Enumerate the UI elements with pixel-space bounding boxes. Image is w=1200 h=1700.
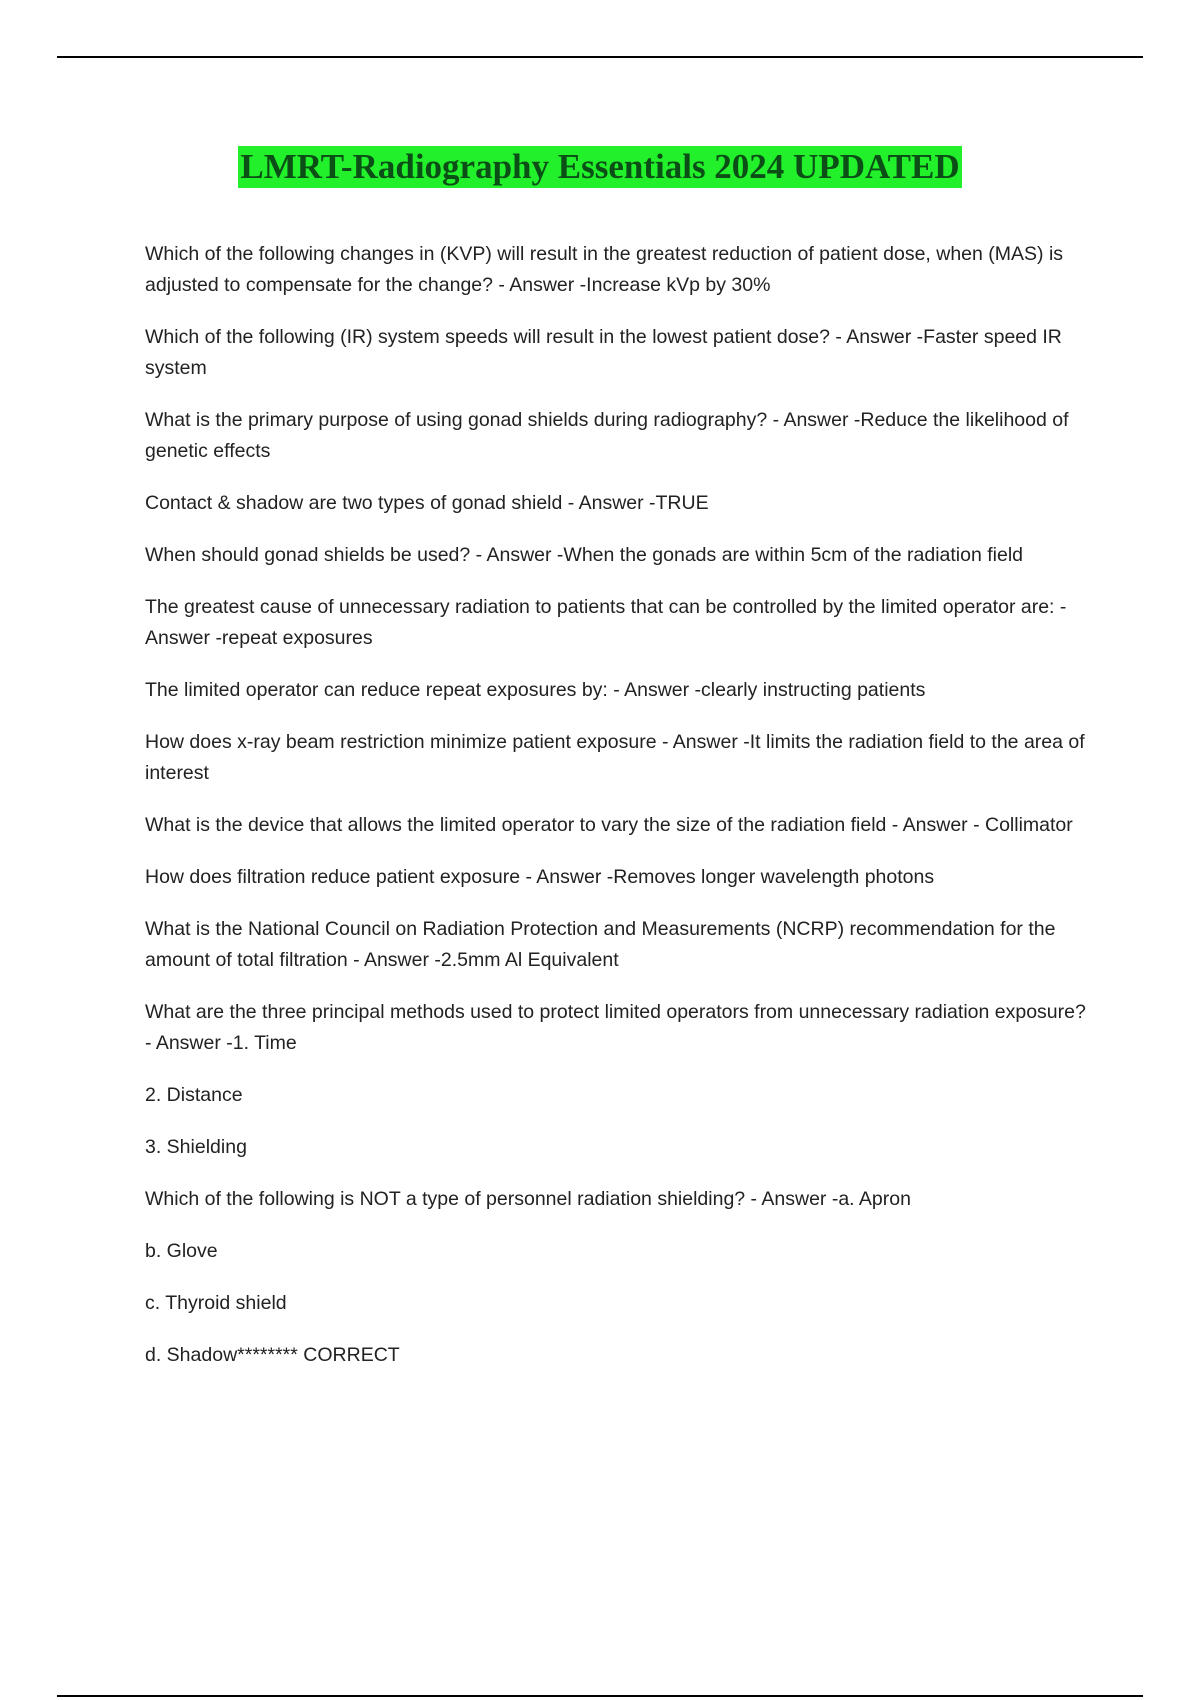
paragraph: What is the device that allows the limited operator to vary the size of the radiation field - Answer - Collimator <box>145 814 1073 836</box>
paragraph: How does filtration reduce patient exposure - Answer -Removes longer wavelength photons <box>145 866 935 888</box>
paragraph: How does x-ray beam restriction minimize patient exposure - Answer -It limits the radiation field to the area of interest <box>145 731 1085 784</box>
document-title: LMRT-Radiography Essentials 2024 UPDATED <box>240 147 960 186</box>
paragraph: What are the three principal methods used to protect limited operators from unnecessary radiation exposure? - Answer -1. Time <box>145 1001 1086 1054</box>
list-item: 2. Distance <box>145 1084 243 1106</box>
list-item: d. Shadow******** CORRECT <box>145 1344 400 1366</box>
paragraph: Which of the following (IR) system speeds will result in the lowest patient dose? - Answer -Faster speed IR system <box>145 326 1062 379</box>
paragraph: What is the National Council on Radiation Protection and Measurements (NCRP) recommendation for the amount of total filtration - Answer -2.5mm Al Equivalent <box>145 918 1056 971</box>
paragraph: Contact & shadow are two types of gonad shield - Answer -TRUE <box>145 492 709 514</box>
title-container <box>0 146 1200 188</box>
list-item: 3. Shielding <box>145 1136 247 1158</box>
paragraph: The greatest cause of unnecessary radiation to patients that can be controlled by the limited operator are: - Answer -repeat exposures <box>145 596 1067 649</box>
paragraph: When should gonad shields be used? - Answer -When the gonads are within 5cm of the radiation field <box>145 544 1024 566</box>
top-rule <box>57 56 1143 58</box>
bottom-rule <box>57 1695 1143 1697</box>
paragraph: Which of the following is NOT a type of personnel radiation shielding? - Answer -a. Apron <box>145 1188 911 1210</box>
paragraph: What is the primary purpose of using gonad shields during radiography? - Answer -Reduce the likelihood of genetic effects <box>145 409 1069 462</box>
document-body <box>145 239 1095 1392</box>
list-item: b. Glove <box>145 1240 218 1262</box>
paragraph: The limited operator can reduce repeat exposures by: - Answer -clearly instructing patients <box>145 679 926 701</box>
paragraph: Which of the following changes in (KVP) will result in the greatest reduction of patient dose, when (MAS) is adjusted to compensate for the change? - Answer -Increase kVp by 30% <box>145 243 1064 296</box>
list-item: c. Thyroid shield <box>145 1292 287 1314</box>
